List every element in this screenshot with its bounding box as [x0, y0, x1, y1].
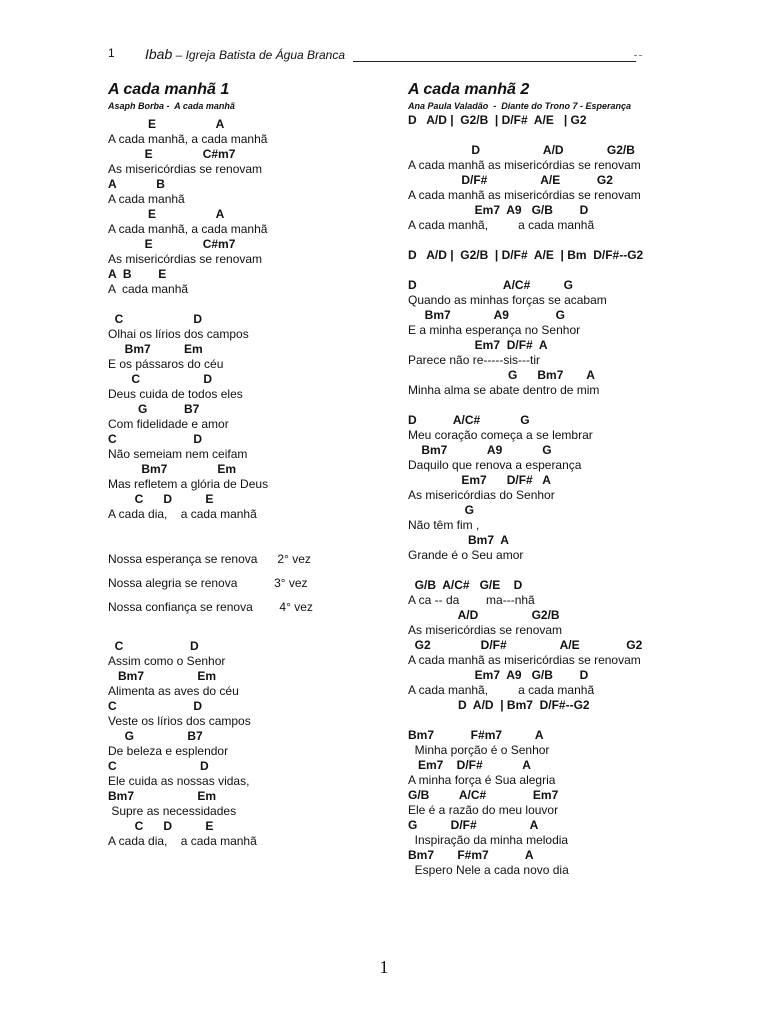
lyric-line: As misericórdias do Senhor	[408, 488, 555, 502]
page-header	[108, 46, 642, 64]
song-subtitle-left: Asaph Borba - A cada manhã	[108, 101, 235, 111]
lyric-line: A ca -- da ma---nhã	[408, 593, 535, 607]
chord-line: Bm7 F#m7 A	[408, 728, 544, 742]
lyric-line: A cada dia, a cada manhã	[108, 507, 257, 521]
lyric-line: A cada manhã, a cada manhã	[108, 132, 268, 146]
header-brand: Ibab	[145, 46, 173, 62]
blank-line	[108, 522, 388, 537]
footer-page-number: 1	[379, 957, 389, 977]
chord-line: G/B A/C# Em7	[408, 788, 559, 802]
song-title-left: A cada manhã 1	[108, 81, 230, 98]
blank-line	[108, 615, 388, 630]
chord-line: C D	[108, 372, 213, 386]
lyric-line: Mas refletem a glória de Deus	[108, 477, 269, 491]
chord-line: G Bm7 A	[408, 368, 595, 382]
lyric-line: Quando as minhas forças se acabam	[408, 293, 607, 307]
chord-line: C D	[108, 312, 203, 326]
blank-line	[408, 398, 748, 413]
lyric-line: A cada manhã as misericórdias se renovam	[408, 653, 641, 667]
chord-line: Em7 A9 G/B D	[408, 203, 589, 217]
chord-line: E C#m7	[108, 147, 236, 161]
lyric-line: A cada manhã, a cada manhã	[108, 222, 268, 236]
lyric-line: A cada dia, a cada manhã	[108, 834, 257, 848]
lyric-line: Olhai os lírios dos campos	[108, 327, 249, 341]
blank-line	[408, 263, 748, 278]
chord-line: E A	[108, 117, 225, 131]
chord-line: D A/D | G2/B | D/F# A/E | G2	[408, 113, 587, 127]
chord-line: A/D G2/B	[408, 608, 560, 622]
lyric-line: Ele é a razão do meu louvor	[408, 803, 559, 817]
chord-line: Bm7 F#m7 A	[408, 848, 534, 862]
lyric-line: Nossa alegria se renova 3° vez	[108, 576, 308, 590]
chord-line: G D/F# A	[408, 818, 539, 832]
chord-line: Bm7 Em	[108, 669, 217, 683]
chord-line: C D	[108, 759, 209, 773]
lyric-line: A cada manhã, a cada manhã	[408, 218, 595, 232]
lyric-line: Parece não re-----sis---tir	[408, 353, 541, 367]
lyric-line: Supre as necessidades	[108, 804, 237, 818]
song-left-column	[108, 80, 388, 849]
chord-line: D/F# A/E G2	[408, 173, 613, 187]
lyric-line: Não têm fim ,	[408, 518, 480, 532]
header-church: – Igreja Batista de Água Branca	[172, 48, 346, 62]
chord-line: Bm7 Em	[108, 462, 237, 476]
lyric-line: Com fidelidade e amor	[108, 417, 229, 431]
chord-line: Bm7 A9 G	[408, 443, 552, 457]
blank-line	[108, 297, 388, 312]
blank-line	[108, 537, 388, 552]
lyric-line: Grande é o Seu amor	[408, 548, 524, 562]
lyric-line: Ele cuida as nossas vidas,	[108, 774, 250, 788]
chord-line: Em7 D/F# A	[408, 473, 551, 487]
header-page-number: 1	[108, 46, 115, 60]
chord-line: E C#m7	[108, 237, 236, 251]
chord-line: Bm7 A	[408, 533, 509, 547]
lyric-line: Inspiração da minha melodia	[408, 833, 569, 847]
song-right-column	[408, 80, 748, 878]
blank-line	[408, 128, 748, 143]
blank-line	[408, 713, 748, 728]
lyric-line: A cada manhã as misericórdias se renovam	[408, 158, 641, 172]
chord-line: Em7 A9 G/B D	[408, 668, 589, 682]
lyric-line: Veste os lírios dos campos	[108, 714, 251, 728]
lyric-line: As misericórdias se renovam	[408, 623, 563, 637]
lyric-line: A minha força é Sua alegria	[408, 773, 556, 787]
lyric-line: As misericórdias se renovam	[108, 162, 263, 176]
lyric-line: Espero Nele a cada novo dia	[408, 863, 569, 877]
chord-line: G B7	[108, 729, 203, 743]
chord-line: G	[408, 503, 475, 517]
lyric-line: E a minha esperança no Senhor	[408, 323, 581, 337]
chord-line: C D	[108, 432, 203, 446]
lyric-line: A cada manhã, a cada manhã	[408, 683, 595, 697]
chord-line: C D E	[108, 819, 214, 833]
chord-line: G2 D/F# A/E G2	[408, 638, 643, 652]
lyric-line: De beleza e esplendor	[108, 744, 229, 758]
lyric-line: A cada manhã	[108, 192, 185, 206]
chord-line: D A/C# G	[408, 413, 530, 427]
chord-line: A B	[108, 177, 165, 191]
chord-line: D A/D | Bm7 D/F#--G2	[408, 698, 590, 712]
song-title-right: A cada manhã 2	[408, 81, 530, 98]
chord-line: Em7 D/F# A	[408, 758, 531, 772]
chord-line: C D E	[108, 492, 214, 506]
lyric-line: E os pássaros do céu	[108, 357, 224, 371]
chord-line: D A/D G2/B	[408, 143, 635, 157]
chord-line: Bm7 Em	[108, 342, 203, 356]
spacer	[108, 591, 388, 600]
blank-line	[408, 233, 748, 248]
chord-line: Bm7 A9 G	[408, 308, 565, 322]
chord-line: C D	[108, 639, 199, 653]
chord-line: D A/C# G	[408, 278, 573, 292]
chord-line: G/B A/C# G/E D	[408, 578, 523, 592]
lyric-line: As misericórdias se renovam	[108, 252, 263, 266]
song-lines-right	[408, 113, 748, 878]
song-lines-left	[108, 117, 388, 849]
lyric-line: Meu coração começa a se lembrar	[408, 428, 593, 442]
chord-line: Em7 D/F# A	[408, 338, 548, 352]
header-underline-tail	[634, 55, 642, 56]
lyric-line: Minha alma se abate dentro de mim	[408, 383, 600, 397]
spacer	[108, 567, 388, 576]
header-underline	[353, 61, 636, 62]
spacer	[108, 630, 388, 639]
blank-line	[408, 563, 748, 578]
lyric-line: Não semeiam nem ceifam	[108, 447, 248, 461]
lyric-line: Nossa esperança se renova 2° vez	[108, 552, 311, 566]
song-subtitle-right: Ana Paula Valadão - Diante do Trono 7 - Esperança	[408, 101, 632, 111]
lyric-line: A cada manhã as misericórdias se renovam	[408, 188, 641, 202]
lyric-line: Nossa confiança se renova 4° vez	[108, 600, 313, 614]
lyric-line: Daquilo que renova a esperança	[408, 458, 582, 472]
header-title	[145, 46, 345, 62]
lyric-line: Alimenta as aves do céu	[108, 684, 239, 698]
lyric-line: A cada manhã	[108, 282, 189, 296]
chord-line: E A	[108, 207, 225, 221]
lyric-line: Assim como o Senhor	[108, 654, 226, 668]
chord-line: G B7	[108, 402, 200, 416]
chord-line: A B E	[108, 267, 167, 281]
chord-line: C D	[108, 699, 203, 713]
chord-line: D A/D | G2/B | D/F# A/E | Bm D/F#--G2	[408, 248, 644, 262]
lyric-line: Deus cuida de todos eles	[108, 387, 243, 401]
chord-line: Bm7 Em	[108, 789, 217, 803]
lyric-line: Minha porção é o Senhor	[408, 743, 550, 757]
